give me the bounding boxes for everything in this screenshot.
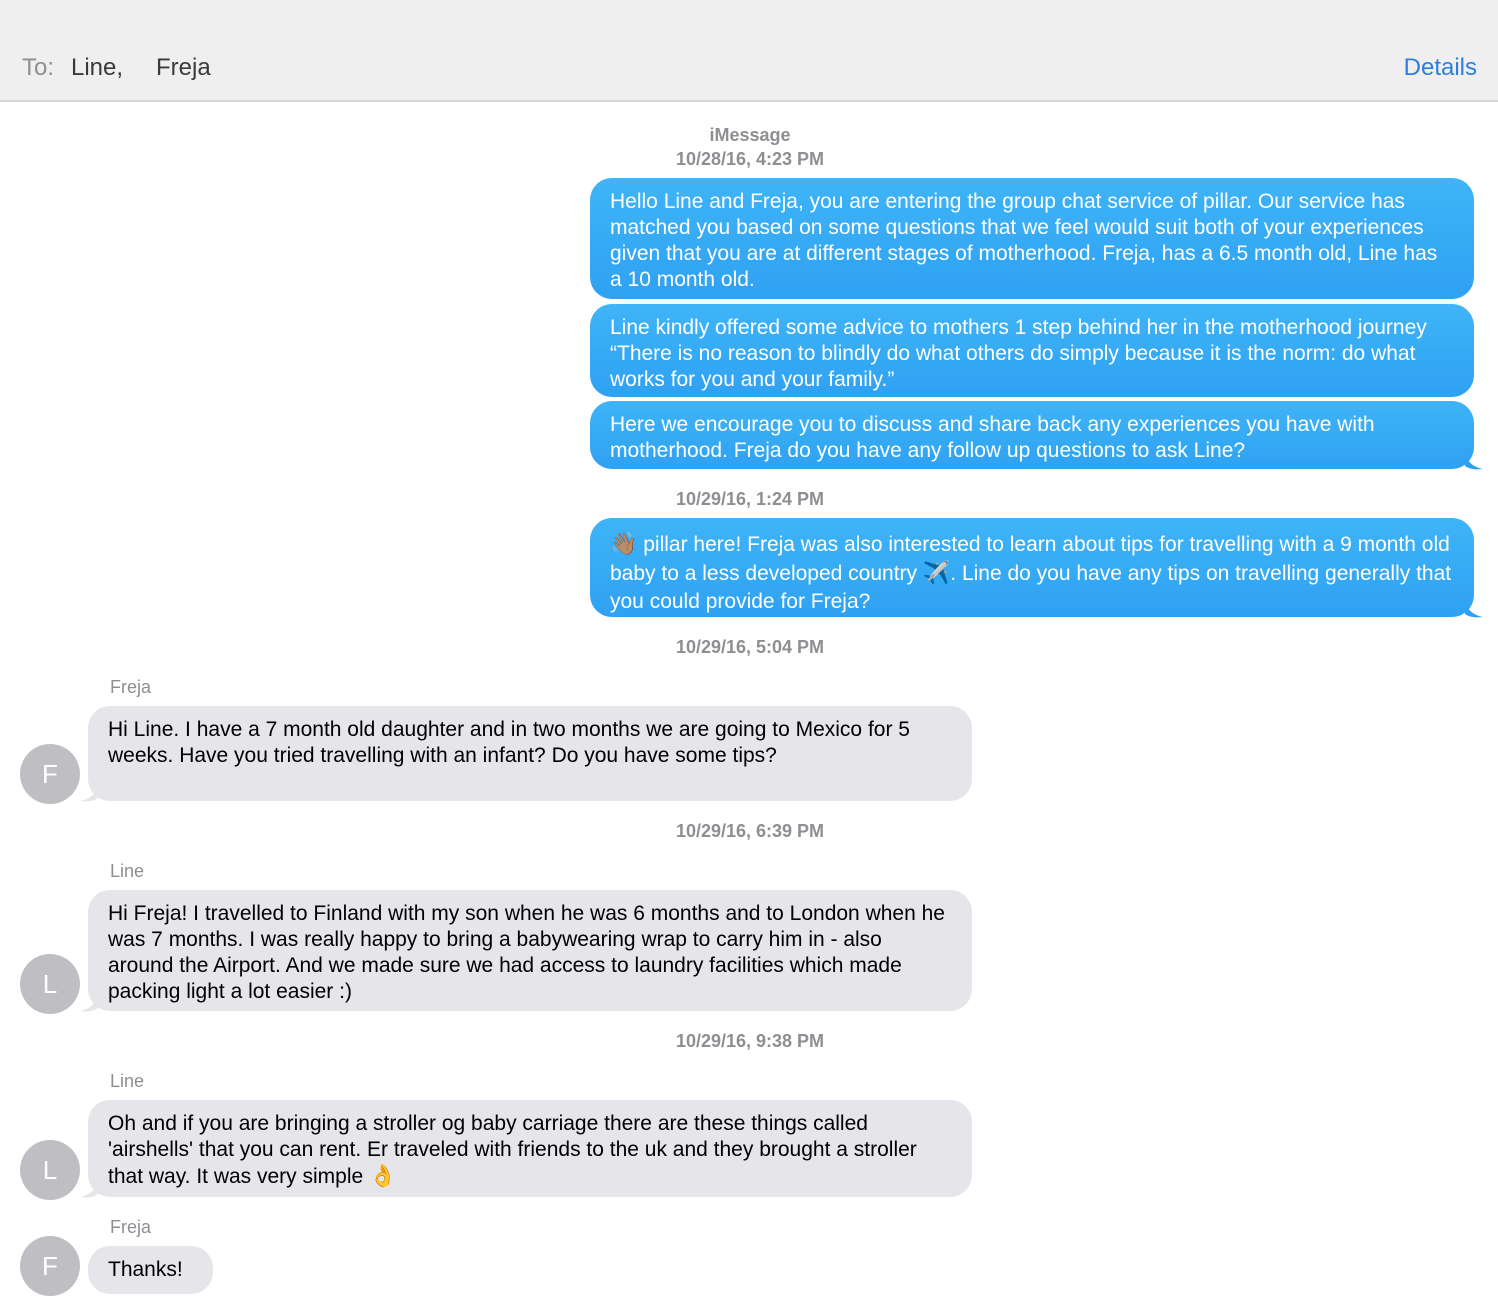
- timestamp: 10/28/16, 4:23 PM: [675, 149, 825, 169]
- airplane-emoji: ✈️: [922, 560, 951, 585]
- recipient-freja[interactable]: Freja: [156, 54, 211, 81]
- sender-name: Freja: [110, 677, 152, 697]
- timestamp: 10/29/16, 9:38 PM: [675, 1031, 825, 1051]
- bubble-tail-icon: [80, 994, 98, 1012]
- message-text: . Line do you have any tips on travelling generally that you could provide for Freja?: [610, 562, 1452, 613]
- timestamp: 10/29/16, 1:24 PM: [675, 489, 825, 509]
- incoming-message[interactable]: Hi Line. I have a 7 month old daughter and in two months we are going to Mexico for 5 weeks. Have you tried travelling with an infant? Do you have some tips?: [88, 706, 972, 801]
- bubble-tail-icon: [1465, 600, 1483, 618]
- bubble-tail-icon: [1465, 452, 1483, 470]
- bubble-tail-icon: [80, 784, 98, 802]
- bubble-tail-icon: [80, 1180, 98, 1198]
- sender-name: Line: [110, 1071, 145, 1091]
- outgoing-message[interactable]: Here we encourage you to discuss and share back any experiences you have with motherhood. Freja do you have any follow up questions to ask Line?: [590, 401, 1474, 469]
- incoming-message[interactable]: Hi Freja! I travelled to Finland with my son when he was 6 months and to London when he was 7 months. I was really happy to bring a babywearing wrap to carry him in - also around the Airport. And we made sure we had access to laundry facilities which made packing light a lot easier :): [88, 890, 972, 1011]
- sender-name: Freja: [110, 1217, 152, 1237]
- message-text: Oh and if you are bringing a stroller og baby carriage there are these things called 'airshells' that you can rent. Er traveled with friends to the uk and they brought a stroller that way. It was very simple: [108, 1112, 917, 1188]
- avatar[interactable]: L: [20, 954, 80, 1014]
- avatar[interactable]: F: [20, 1236, 80, 1296]
- incoming-message[interactable]: Thanks!: [88, 1246, 213, 1294]
- service-label: iMessage: [709, 125, 791, 145]
- outgoing-message[interactable]: [590, 518, 1474, 617]
- timestamp: 10/29/16, 6:39 PM: [675, 821, 825, 841]
- avatar[interactable]: F: [20, 744, 80, 804]
- conversation-header: [0, 0, 1498, 102]
- message-text: pillar here! Freja was also interested to learn about tips for travelling with a 9 month old baby to a less developed country: [610, 533, 1450, 585]
- recipient-line[interactable]: Line,: [71, 54, 124, 81]
- ok-hand-emoji: 👌: [369, 1163, 397, 1188]
- incoming-message[interactable]: [88, 1100, 972, 1197]
- waving-hand-emoji: 👋🏽: [610, 531, 638, 556]
- outgoing-message[interactable]: Hello Line and Freja, you are entering the group chat service of pillar. Our service has matched you based on some questions that we feel would suit both of your experiences given that you are at different stages of motherhood. Freja, has a 6.5 month old, Line has a 10 month old.: [590, 178, 1474, 299]
- outgoing-message[interactable]: Line kindly offered some advice to mothers 1 step behind her in the motherhood journey “There is no reason to blindly do what others do simply because it is the norm: do what works for you and your family.”: [590, 304, 1474, 397]
- sender-name: Line: [110, 861, 145, 881]
- avatar[interactable]: L: [20, 1140, 80, 1200]
- details-button[interactable]: Details: [1403, 54, 1477, 81]
- to-label: To:: [22, 54, 55, 81]
- timestamp: 10/29/16, 5:04 PM: [675, 637, 825, 657]
